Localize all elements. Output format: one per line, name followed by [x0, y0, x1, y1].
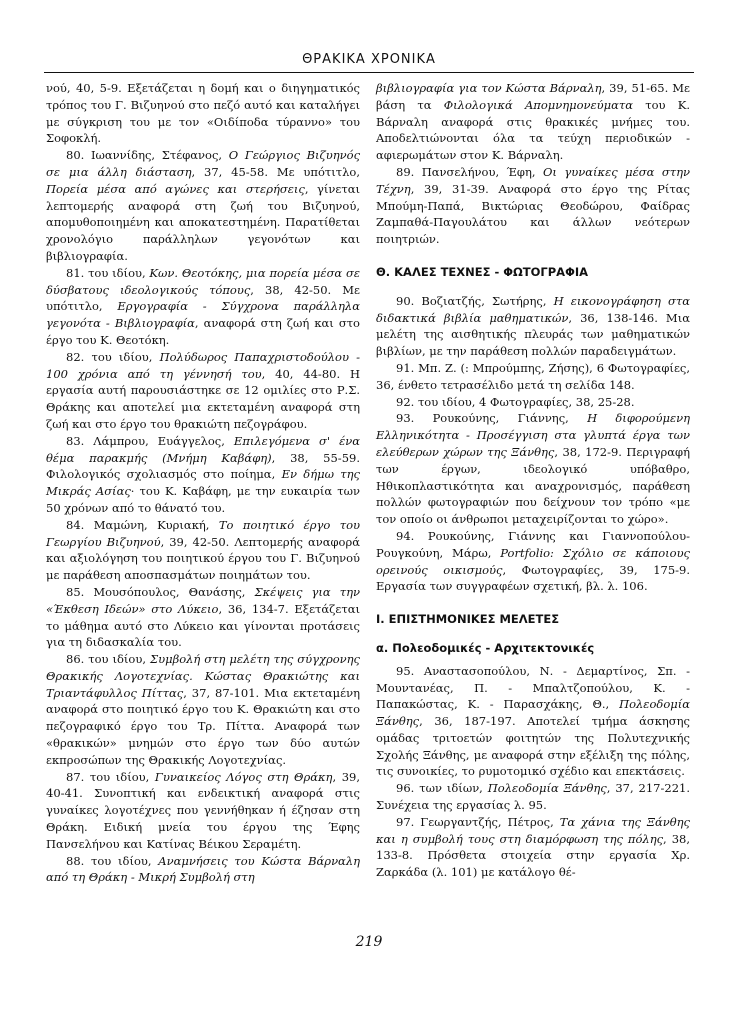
bibliography-entry — [376, 164, 690, 248]
entry-text: 83. Λάμπρου, Ευάγγελος, — [66, 433, 234, 448]
entry-title: Εργογραφία - Σύγχρονα παράλληλα γεγονότα - Βιβλιογραφία — [46, 299, 360, 331]
entry-title: βιβλιογραφία για τον Κώστα Βάρναλη — [376, 81, 602, 95]
section-heading: Ι. ΕΠΙΣΤΗΜΟΝΙΚΕΣ ΜΕΛΕΤΕΣ — [376, 612, 560, 627]
entry-text: , αναφορά στη ζωή και στο έργο του Κ. Θεοτόκη. — [46, 316, 360, 347]
entry-text: , Φωτογραφίες, 39, 175-9. Εργασία των συγγραφέων σχετική, βλ. λ. 106. — [376, 562, 691, 594]
entry-title: Πολεοδομία Ξάνθης — [487, 781, 607, 796]
entry-text: 90. Βοζιατζής, Σωτήρης, — [396, 293, 554, 308]
bibliography-entry — [376, 410, 690, 528]
entry-text: νού, 40, 5-9. Εξετάζεται η δομή και ο διηγηματικός τρόπος του Γ. Βιζυηνού στο πεζό αυτό και καταλήγει με σύγκριση του με τον «Οιδίποδα τύραννο» του Σοφοκλή. — [46, 81, 360, 146]
entry-text: 94. Ρουκούνης, Γιάννης και Γιαννοπούλου-Ρουγκούνη, Μάρω, — [376, 528, 690, 560]
entry-text: , 39, 42-50. Λεπτομερής αναφορά και αξιολόγηση του ποιητικού έργου του Γ. Βιζυηνού με παράθεση αποσπασμάτων ποιημάτων του. — [46, 534, 360, 583]
entry-title: Συμβολή στη μελέτη της σύγχρονης Θρακικής Λογοτεχνίας. Κώστας Θρακιώτης και Τριαντάφυλλος Πίττας — [46, 652, 361, 700]
entry-title: Τα χάνια της Ξάνθης και η συμβολή τους στη διαμόρφωση της πόλης — [376, 814, 690, 846]
entry-text: , 39, 51-65. Με βάση τα — [376, 81, 691, 112]
entry-text: , 38, 133-8. Πρόσθετα στοιχεία στην εργασία Χρ. Ζαρκάδα (λ. 101) με κατάλογο θέ- — [376, 831, 690, 880]
entry-title: Σκέψεις για την «Έκθεση Ιδεών» στο Λύκειο — [46, 584, 360, 616]
entry-title: Αναμνήσεις του Κώστα Βάρναλη από τη Θράκη - Μικρή Συμβολή στη — [46, 853, 360, 885]
entry-title: Πορεία μέσα από αγώνες και στερήσεις — [46, 181, 305, 196]
entry-title: Γυναικείος Λόγος στη Θράκη — [154, 769, 333, 784]
bibliography-entry — [376, 663, 690, 781]
running-header: ΘΡΑΚΙΚΑ ΧΡΟΝΙΚΑ — [302, 52, 436, 67]
entry-title: Επιλεγόμενα σ' ένα θέμα παρακμής (Μνήμη Καβάφη) — [46, 433, 360, 465]
entry-text: 87. του ιδίου, — [66, 769, 155, 784]
entry-text: , 38, 42-50. Με υπότιτλο, — [46, 282, 360, 314]
bibliography-entry — [376, 528, 690, 595]
bibliography-entry — [376, 814, 690, 881]
entry-text: 91. Μπ. Ζ. (: Μπρούμπης, Ζήσης), 6 Φωτογραφίες, 36, ένθετο τετρασέλιδο μετά τη σελίδα 148. — [376, 360, 690, 392]
bibliography-entry — [376, 394, 690, 411]
entry-title: Το ποιητικό έργο του Γεωργίου Βιζυηνού — [46, 517, 360, 549]
entry-title: Πολύδωρος Παπαχριστοδούλου - 100 χρόνια από τη γέννησή του — [46, 349, 361, 381]
bibliography-entry — [376, 360, 690, 394]
entry-text: , 39, 31-39. Αναφορά στο έργο της Ρίτας Μπούμη-Παπά, Βικτώριας Θεοδώρου, Φαίδρας Ζαμπαθά-Παγουλάτου και άλλων νεότερων ποιητριών. — [376, 181, 690, 247]
entry-text: 81. του ιδίου, — [66, 265, 150, 280]
entry-text: 84. Μαμώνη, Κυριακή, — [66, 517, 219, 532]
left-column — [46, 80, 360, 886]
bibliography-entry — [46, 265, 360, 349]
entry-title: Η διφορούμενη Ελληνικότητα - Προσέγγιση στα γλυπτά έργα των ελεύθερων χώρων της Ξάνθης — [376, 411, 690, 459]
entry-text: , 37, 217-221. Συνέχεια της εργασίας λ. 95. — [376, 781, 690, 813]
bibliography-entry — [46, 769, 360, 853]
entry-text: 85. Μουσόπουλος, Θανάσης, — [66, 584, 255, 599]
header-rule — [44, 72, 694, 73]
subsection-heading: α. Πολεοδομικές - Αρχιτεκτονικές — [376, 640, 595, 655]
bibliography-entry — [46, 517, 360, 584]
entry-text: , 40, 44-80. Η εργασία αυτή παρουσιάστηκε σε 12 ομιλίες στο Ρ.Σ. Θράκης και αποτελεί μια εκτεταμένη αναφορά στη ζωή και στο έργο του θρακιώτη πεζογράφου. — [46, 366, 360, 431]
entry-text: , 38, 55-59. Φιλολογικός σχολιασμός στο ποίημα, — [46, 450, 360, 482]
bibliography-entry — [46, 349, 360, 433]
bibliography-entry — [46, 584, 360, 651]
entry-text: · του Κ. Καβάφη, με την ευκαιρία των 50 χρόνων από το θάνατό του. — [46, 484, 360, 515]
page-number: 219 — [355, 934, 383, 950]
entry-text: του Κ. Βάρναλη αναφορά στις θρακικές μνήμες του. Αποδελτιώνονται όλα τα τεύχη περιοδικών - αφιερωμάτων στον Κ. Βάρναλη. — [376, 97, 691, 163]
entry-text: , γίνεται λεπτομερής αναφορά στη ζωή του Βιζυηνού, απομυθοποιημένη και αποκατεστημένη. Παρατίθεται χρονολόγιο παράλληλων γεγονότων και βιβλιογραφία. — [46, 181, 360, 263]
entry-title: Portfolio: Σχόλιο σε κάποιους ορεινούς οικισμούς — [376, 545, 690, 577]
entry-text: , 37, 87-101. Μια εκτεταμένη αναφορά στο ποιητικό έργο του Κ. Θρακιώτη και στο πεζογραφικό έργο του Τρ. Πίττα. Αναφορά των «θρακικών» μνημών στο έργο των δύο αυτών εκπροσώπων της Θρακικής Λογοτεχνίας. — [46, 685, 360, 767]
entry-text: 93. Ρουκούνης, Γιάννης, — [396, 411, 588, 426]
bibliography-entry — [46, 147, 360, 265]
entry-title: Η εικονογράφηση στα διδακτικά βιβλία μαθηματικών — [376, 293, 690, 325]
entry-title: Πολεοδομία Ξάνθης — [376, 697, 690, 729]
entry-title: Εν δήμω της Μικράς Ασίας — [46, 467, 360, 499]
entry-text: , 37, 45-58. Με υπότιτλο, — [191, 164, 360, 179]
entry-title: Οι γυναίκες μέσα στην Τέχνη — [376, 164, 690, 196]
bibliography-entry — [376, 80, 690, 164]
entry-text: , 36, 187-197. Αποτελεί τμήμα άσκησης ομάδας τριτοετών φοιτητών της Πολυτεχνικής Σχολής Ξάνθης, με αναφορά στην εξέλιξη της πόλης, τις συνοικίες, το ρυμοτομικό σχέδιο και επεκτάσεις. — [376, 714, 690, 779]
entry-text: , 38, 172-9. Περιγραφή των έργων, ιδεολογικό υπόβαθρο, Ηθικοπλαστικότητα και αναχρονισμός, παράθεση πολλών φωτογραφιών που δείχνουν τον τρόπο «με τον οποίο οι άνθρωποι μεταχειρίζονται το χώρο». — [376, 444, 690, 527]
bibliography-entry — [46, 433, 360, 517]
entry-text: 96. των ιδίων, — [396, 781, 488, 796]
entry-text: 97. Γεωργαντζής, Πέτρος, — [396, 814, 560, 829]
bibliography-entry — [46, 651, 360, 769]
bibliography-entry — [46, 80, 360, 147]
section-heading: Θ. ΚΑΛΕΣ ΤΕΧΝΕΣ - ΦΩΤΟΓΡΑΦΙΑ — [376, 264, 589, 279]
entry-text: 82. του ιδίου, — [66, 349, 160, 364]
entry-text: , 36, 134-7. Εξετάζεται το μάθημα αυτό στο Λύκειο και γίνονται προτάσεις για τη διδασκαλία του. — [46, 601, 360, 650]
entry-text: , 39, 40-41. Συνοπτική και ενδεικτική αναφορά στις γυναίκες λογοτέχνες που γεννήθηκαν ή έζησαν στη Θράκη. Ειδική μνεία του έργου της Έφης Πανσελήνου και Κατίνας Βέικου Σεραμέτη. — [46, 769, 360, 851]
bibliography-entry — [46, 853, 360, 887]
entry-text: , 36, 138-146. Μια μελέτη της αισθητικής πλευράς των μαθηματικών βιβλίων, με την παράθεση πολλών παραδειγμάτων. — [376, 310, 690, 359]
bibliography-entry — [376, 780, 690, 814]
bibliography-entry — [376, 293, 690, 360]
entry-text: 92. του ιδίου, 4 Φωτογραφίες, 38, 25-28. — [396, 394, 635, 409]
entry-text: 89. Πανσελήνου, Έφη, — [396, 164, 543, 179]
entry-text: 95. Αναστασοπούλου, Ν. - Δεμαρτίνος, Σπ. - Μουντανέας, Π. - Μπαλτζοπούλου, Κ. - Παπακώστας, Κ. - Παρασχάκης, Θ., — [376, 663, 690, 712]
right-column — [376, 80, 690, 881]
entry-text: 80. Ιωαννίδης, Στέφανος, — [66, 148, 229, 163]
entry-title: Φιλολογικά Απομνημονεύματα — [443, 97, 634, 112]
entry-text: 86. του ιδίου, — [66, 652, 150, 667]
entry-title: Ο Γεώργιος Βιζυηνός σε μια άλλη διάσταση — [46, 148, 361, 179]
entry-text: 88. του ιδίου, — [66, 853, 159, 868]
entry-title: Κων. Θεοτόκης, μια πορεία μέσα σε δύσβατους ιδεολογικούς τόπους — [46, 265, 360, 297]
